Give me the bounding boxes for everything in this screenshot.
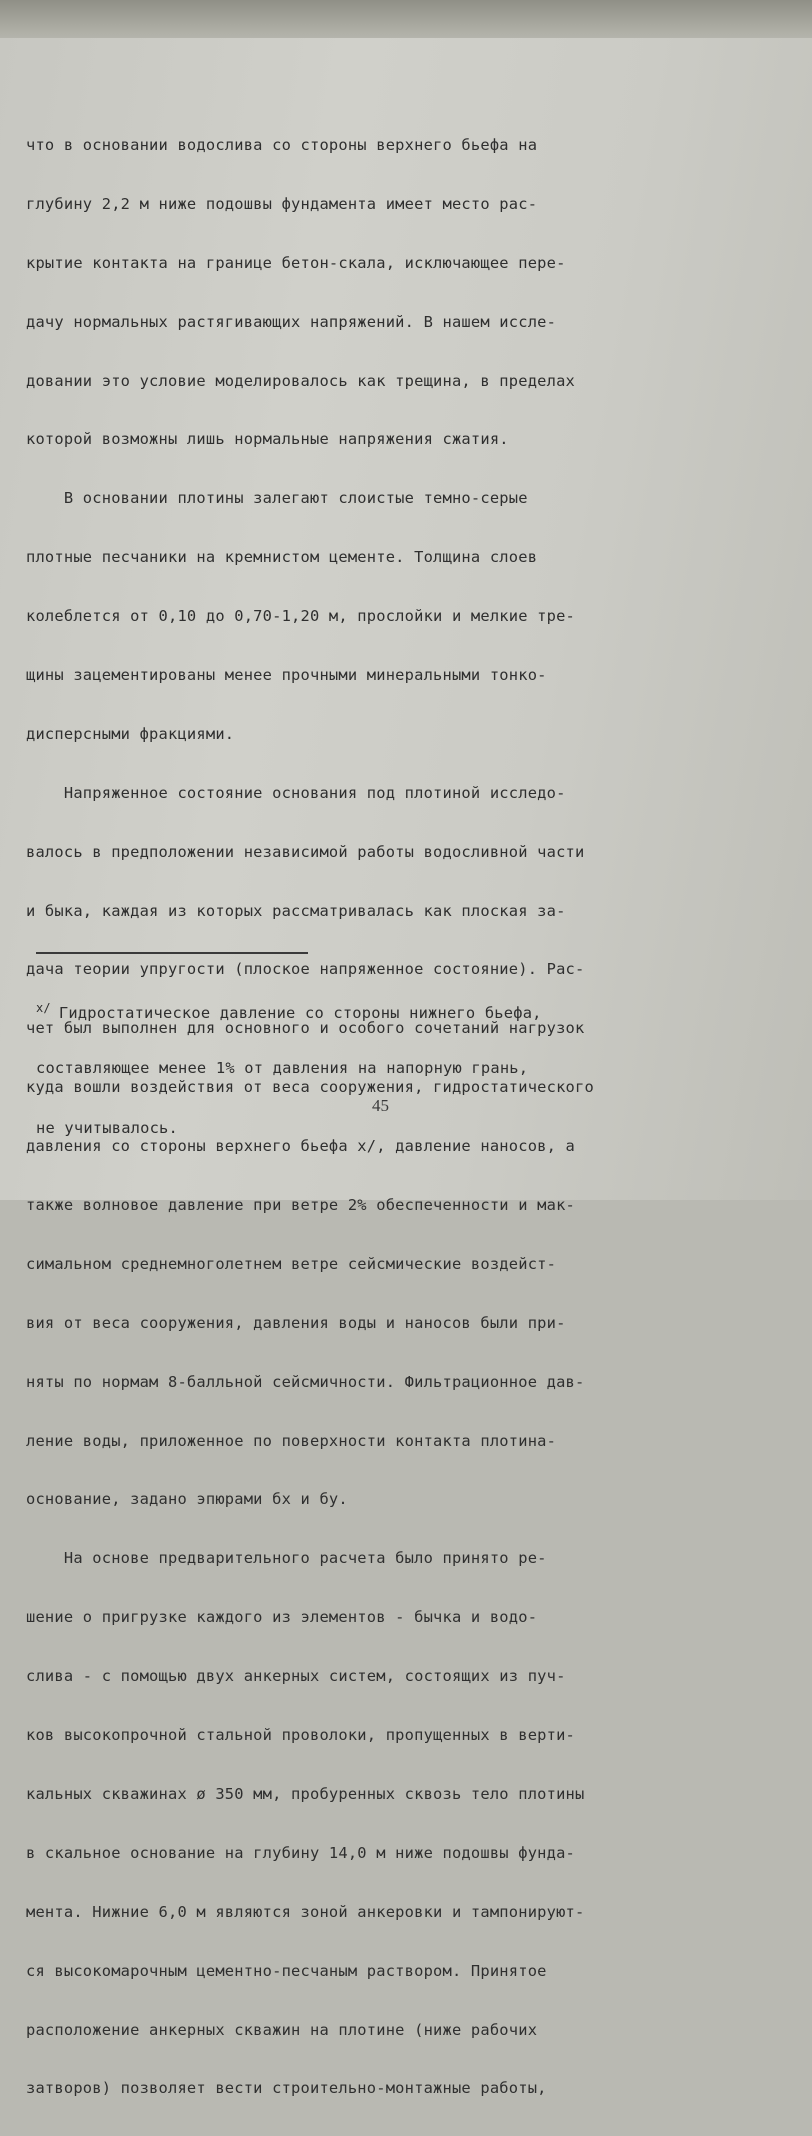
text-line: валось в предположении независимой работы водосливной части [26,842,585,861]
footnote-line: составляющее менее 1% от давления на напорную грань, [36,1059,529,1077]
text-line: основание, задано эпюрами бx и бy. [26,1490,348,1509]
page-top-shadow [0,0,812,42]
document-page [0,38,812,2098]
text-line: мента. Нижние 6,0 м являются зоной анкеровки и тампонируют- [26,1902,585,1921]
text-line: плотные песчаники на кремнистом цементе. Толщина слоев [26,548,538,567]
footnote-text: Гидростатическое давление со стороны нижнего бьефа, [58,1004,542,1022]
text-line: крытие контакта на границе бетон-скала, исключающее пере- [26,253,566,272]
text-line: На основе предварительного расчета было принято ре- [26,1549,547,1568]
text-line: которой возможны лишь нормальные напряжения сжатия. [26,430,509,449]
text-line: куда вошли воздействия от веса сооружения, гидростатического [26,1078,594,1097]
text-line: слива - с помощью двух анкерных систем, состоящих из пуч- [26,1667,566,1686]
footnote-marker: x/ [36,1001,51,1015]
text-line: расположение анкерных скважин на плотине (ниже рабочих [26,2020,538,2039]
text-line: ков высокопрочной стальной проволоки, пропущенных в верти- [26,1726,576,1745]
text-line: ся высокомарочным цементно-песчаным раствором. Принятое [26,1961,547,1980]
text-line: шение о пригрузке каждого из элементов - бычка и водо- [26,1608,538,1627]
text-line: няты по нормам 8-балльной сейсмичности. Фильтрационное дав- [26,1372,585,1391]
footnote [36,960,796,1176]
text-line: что в основании водослива со стороны верхнего бьефа на [26,136,538,154]
text-line: затворов) позволяет вести строительно-монтажные работы, [26,2079,547,2098]
page-number: 45 [372,1096,389,1115]
text-line: кальных скважинах ø 350 мм, пробуренных сквозь тело плотины [26,1784,585,1803]
text-line: щины зацементированы менее прочными минеральными тонко- [26,666,547,685]
text-line: Напряженное состояние основания под плотиной исследо- [26,783,566,802]
text-line: чет был выполнен для основного и особого сочетаний нагрузок [26,1019,585,1038]
text-line: вия от веса сооружения, давления воды и наносов были при- [26,1313,566,1332]
text-line: давления со стороны верхнего бьефа x/, давление наносов, а [26,1137,576,1156]
text-line: довании это условие моделировалось как трещина, в пределах [26,371,576,390]
text-line: и быка, каждая из которых рассматривалась как плоская за- [26,901,566,920]
text-line: дачу нормальных растягивающих напряжений. В нашем иссле- [26,312,557,331]
text-line: также волновое давление при ветре 2% обеспеченности и мак- [26,1196,576,1215]
footnote-separator [36,952,308,954]
text-line: в скальное основание на глубину 14,0 м ниже подошвы фунда- [26,1843,576,1862]
text-line: дача теории упругости (плоское напряженное состояние). Рас- [26,960,585,979]
text-line: симальном среднемноголетнем ветре сейсмические воздейст- [26,1254,557,1273]
text-line: ление воды, приложенное по поверхности контакта плотина- [26,1431,557,1450]
text-line: В основании плотины залегают слоистые темно-серые [26,489,528,508]
footnote-line: не учитывалось. [36,1119,178,1137]
footnote-line [36,996,796,1020]
text-line: глубину 2,2 м ниже подошвы фундамента имеет место рас- [26,194,538,213]
text-line: колеблется от 0,10 до 0,70-1,20 м, прослойки и мелкие тре- [26,607,576,626]
text-line: дисперсными фракциями. [26,724,235,743]
